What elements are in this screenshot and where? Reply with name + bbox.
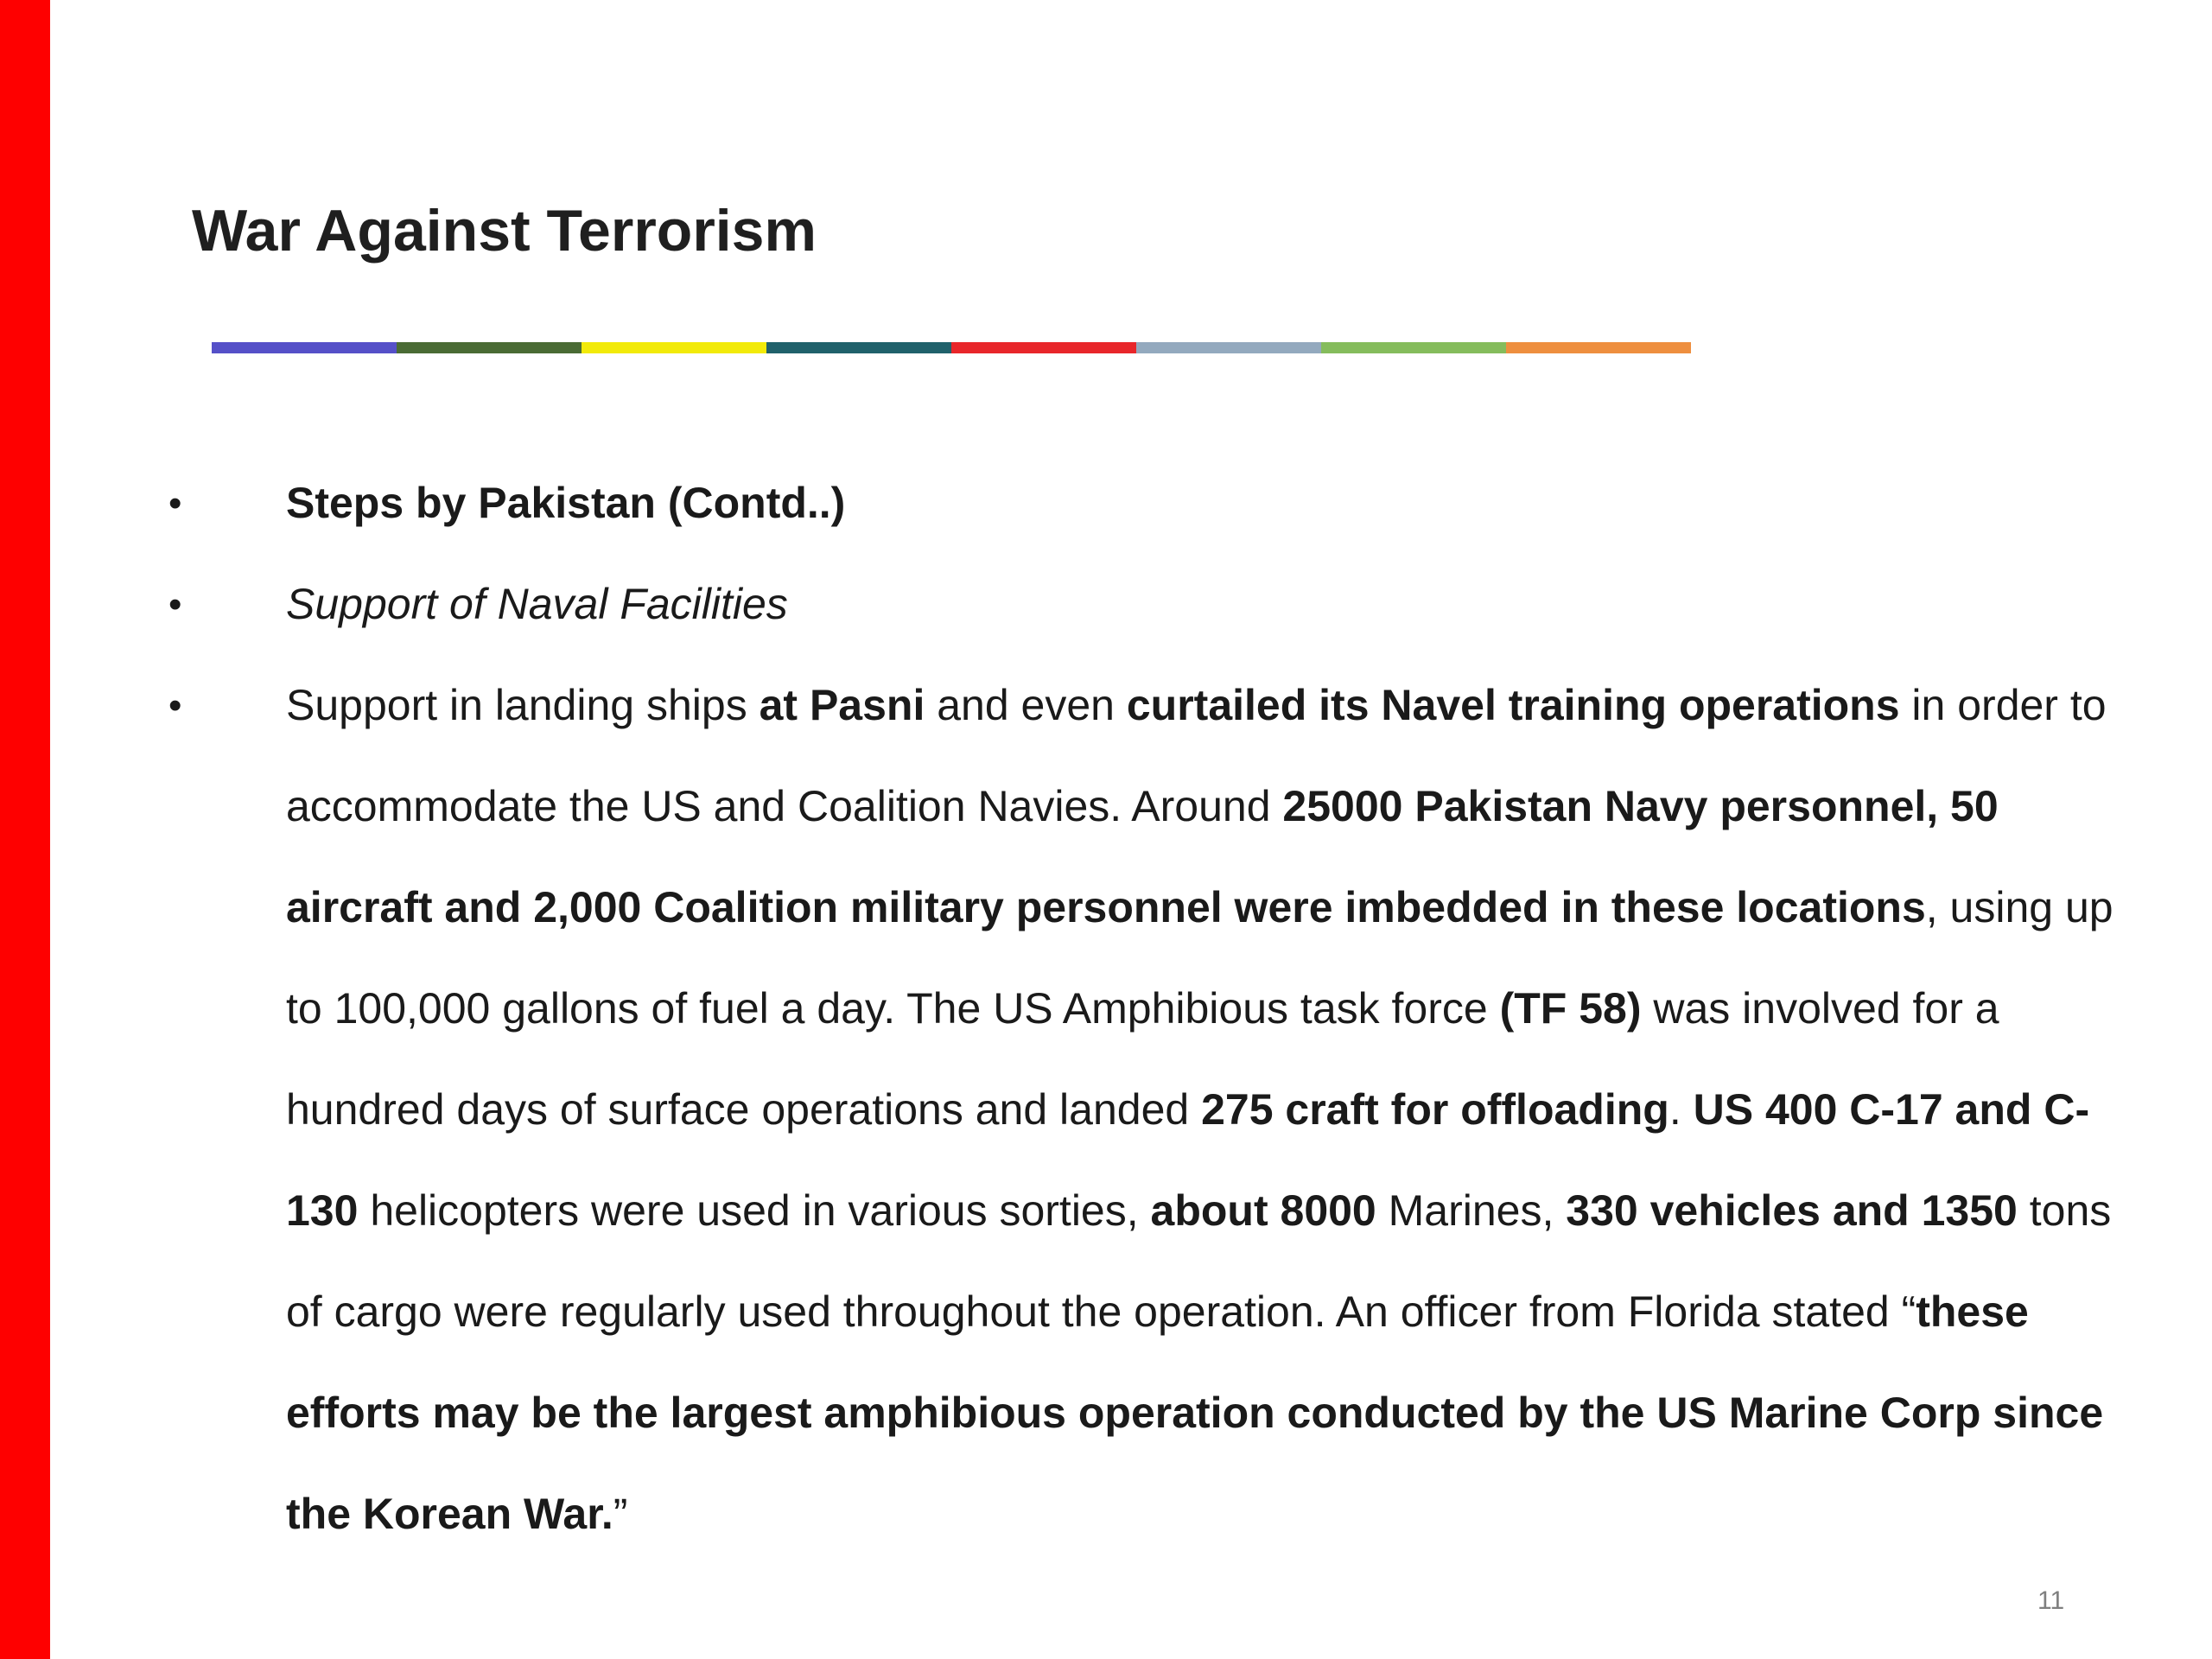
- text-run: , using up to 100,000 gallons of fuel a day. The US Amphibious task force: [286, 883, 2113, 1033]
- text-run: was involved for a hundred days of surface operations and landed: [286, 984, 1999, 1134]
- divider-segment: [951, 342, 1136, 353]
- text-run: helicopters were used in various sorties,: [358, 1186, 1151, 1235]
- text-run: Marines,: [1376, 1186, 1567, 1235]
- text-run: and even: [925, 681, 1127, 729]
- text-run: these efforts may be the largest amphibious operation conducted by the US Marine Corp since the Korean War.: [286, 1287, 2104, 1538]
- text-run: Steps by Pakistan (Contd..): [286, 479, 846, 527]
- bullet-marker: •: [168, 482, 182, 524]
- text-run: 25000 Pakistan Navy personnel, 50 aircraft and 2,000 Coalition military personnel were imbedded in these locations: [286, 782, 1999, 931]
- divider-segment: [582, 342, 766, 353]
- text-run: 330 vehicles and 1350: [1566, 1186, 2018, 1235]
- text-run: curtailed its Navel training operations: [1126, 681, 1900, 729]
- bullet-marker: •: [168, 684, 182, 727]
- text-run: in order to accommodate the US and Coalition Navies. Around: [286, 681, 2107, 830]
- divider-segment: [1136, 342, 1321, 353]
- divider-segment: [397, 342, 582, 353]
- divider-segment: [1321, 342, 1506, 353]
- text-run: Support of Naval Facilities: [286, 580, 788, 628]
- divider-segment: [1506, 342, 1691, 353]
- text-run: ”: [613, 1490, 628, 1538]
- text-run: at Pasni: [759, 681, 925, 729]
- text-run: tons of cargo were regularly used throughout the operation. An officer from Florida stated “: [286, 1186, 2112, 1336]
- bullet-item: [168, 453, 2117, 554]
- text-run: .: [1669, 1085, 1694, 1134]
- text-run: about 8000: [1150, 1186, 1376, 1235]
- page-number: 11: [2037, 1586, 2065, 1615]
- bullet-marker: •: [168, 583, 182, 626]
- left-red-strip: [0, 0, 50, 1659]
- text-run: US 400 C-17 and C-130: [286, 1085, 2090, 1235]
- title-divider-bar: [212, 342, 1691, 353]
- text-run: 275 craft for offloading: [1201, 1085, 1669, 1134]
- bullet-list: [168, 453, 2117, 1565]
- bullet-item: [168, 655, 2117, 1565]
- bullet-item: [168, 554, 2117, 655]
- bullet-text: [286, 453, 2117, 554]
- text-run: (TF 58): [1499, 984, 1642, 1033]
- slide-title: War Against Terrorism: [192, 198, 817, 264]
- bullet-text: [286, 554, 2117, 655]
- bullet-text: [286, 655, 2117, 1565]
- divider-segment: [212, 342, 397, 353]
- divider-segment: [766, 342, 951, 353]
- text-run: Support in landing ships: [286, 681, 760, 729]
